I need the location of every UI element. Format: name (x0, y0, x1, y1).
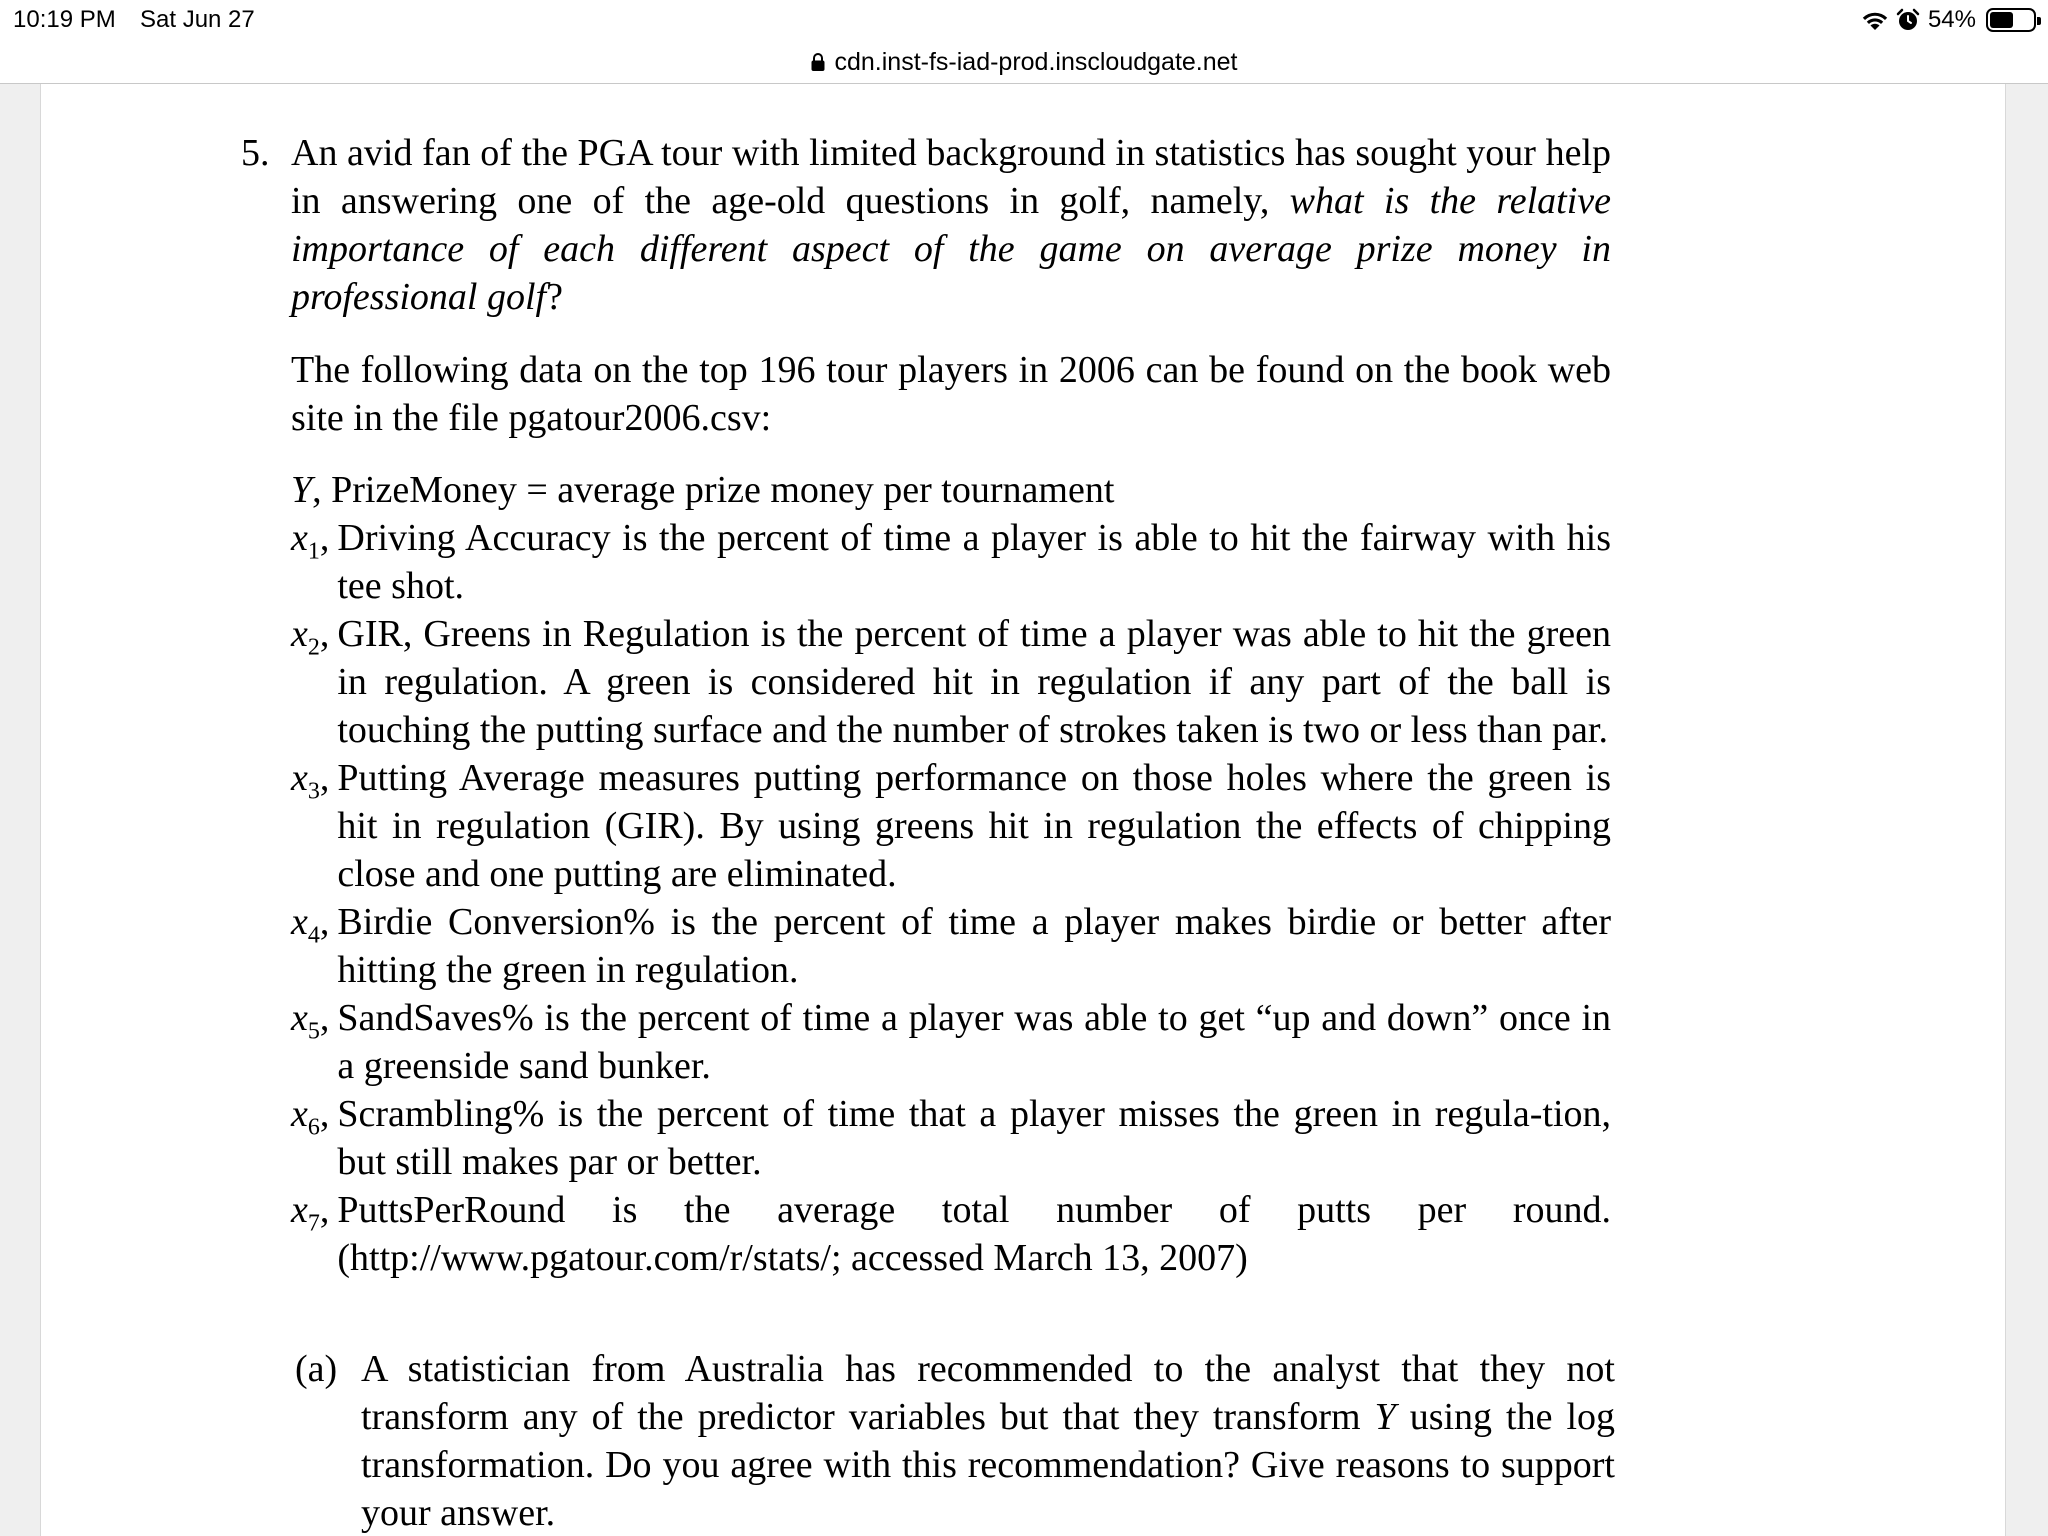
variable-description: PuttsPerRound is the average total number of putts per round.(http://www.pgatour.com/r/stats/; accessed March 13, 2007) (337, 1189, 1611, 1279)
part-a (295, 1345, 1615, 1536)
variable-symbol: $x_2$, (291, 613, 330, 661)
variable-definition (291, 898, 1611, 994)
status-time: 10:19 PM (13, 6, 116, 33)
variable-definition (291, 1186, 1611, 1282)
status-indicators (1860, 6, 2036, 34)
url-text[interactable]: cdn.inst-fs-iad-prod.inscloudgate.net (834, 47, 1238, 76)
variable-description: SandSaves% is the percent of time a player was able to get “up and down” once in a greenside sand bunker. (337, 997, 1611, 1087)
problem-number: 5. (241, 132, 270, 174)
variable-description: Scrambling% is the percent of time that a player misses the green in regula-tion, but still makes par or better. (337, 1093, 1611, 1183)
variable-definition (291, 994, 1611, 1090)
document-page (40, 84, 2006, 1536)
battery-percent: 54% (1927, 6, 1976, 33)
intro-text-2: ? (546, 276, 563, 318)
variable-definitions (291, 514, 1611, 1282)
y-definition (291, 466, 1611, 514)
variable-definition (291, 514, 1611, 610)
intro-paragraph (291, 129, 1611, 321)
variable-symbol: $x_6$, (291, 1093, 330, 1141)
battery-tip (2037, 17, 2041, 25)
variable-symbol: $x_1$, (291, 517, 330, 565)
status-bar (0, 0, 2048, 40)
part-a-text: A statistician from Australia has recommended to the analyst that they not transform any of the predictor variables but that they transform Y using the log transformation. Do you agree with this recommendation? Give reasons to support your answer. (361, 1348, 1616, 1534)
variable-definition (291, 1090, 1611, 1186)
variable-symbol: $x_5$, (291, 997, 330, 1045)
variable-description: GIR, Greens in Regulation is the percent of time a player was able to hit the green in regulation. A green is considered hit in regulation if any part of the ball is touching the putting surface and the number of strokes taken is two or less than par. (337, 613, 1611, 751)
document-content (41, 84, 2005, 1536)
url-field[interactable] (810, 48, 1237, 77)
part-a-label: (a) (295, 1348, 338, 1390)
intro-italic-question: what is the relative importance of each different aspect of the game on average prize money in professional golf (291, 180, 1611, 318)
alarm-icon (1896, 8, 1920, 32)
variable-definition (291, 610, 1611, 754)
wifi-icon (1860, 8, 1890, 32)
variable-description: Birdie Conversion% is the percent of time a player makes birdie or better after hitting the green in regulation. (337, 901, 1611, 991)
intro-text-1: An avid fan of the PGA tour with limited background in statistics has sought your help in answering one of the age-old questions in golf, namely, (291, 132, 1611, 222)
variable-symbol: $x_3$, (291, 757, 330, 805)
status-date: Sat Jun 27 (140, 6, 255, 33)
battery-icon (1986, 8, 2036, 32)
variable-description: Putting Average measures putting performance on those holes where the green is hit in regulation (GIR). By using greens hit in regulation the effects of chipping close and one putting are eliminated. (337, 757, 1611, 895)
battery-fill (1990, 12, 2013, 28)
address-bar[interactable] (0, 40, 2048, 84)
data-intro-paragraph: The following data on the top 196 tour players in 2006 can be found on the book web site in the file pgatour2006.csv: (291, 349, 1611, 439)
variable-definition (291, 754, 1611, 898)
lock-icon (810, 52, 826, 72)
y-symbol: Y (291, 469, 313, 511)
variable-symbol: $x_4$, (291, 901, 330, 949)
variable-symbol: $x_7$, (291, 1189, 330, 1237)
y-definition-text: , PrizeMoney = average prize money per tournament (312, 469, 1115, 511)
variable-description: Driving Accuracy is the percent of time a player is able to hit the fairway with his tee shot. (337, 517, 1611, 607)
